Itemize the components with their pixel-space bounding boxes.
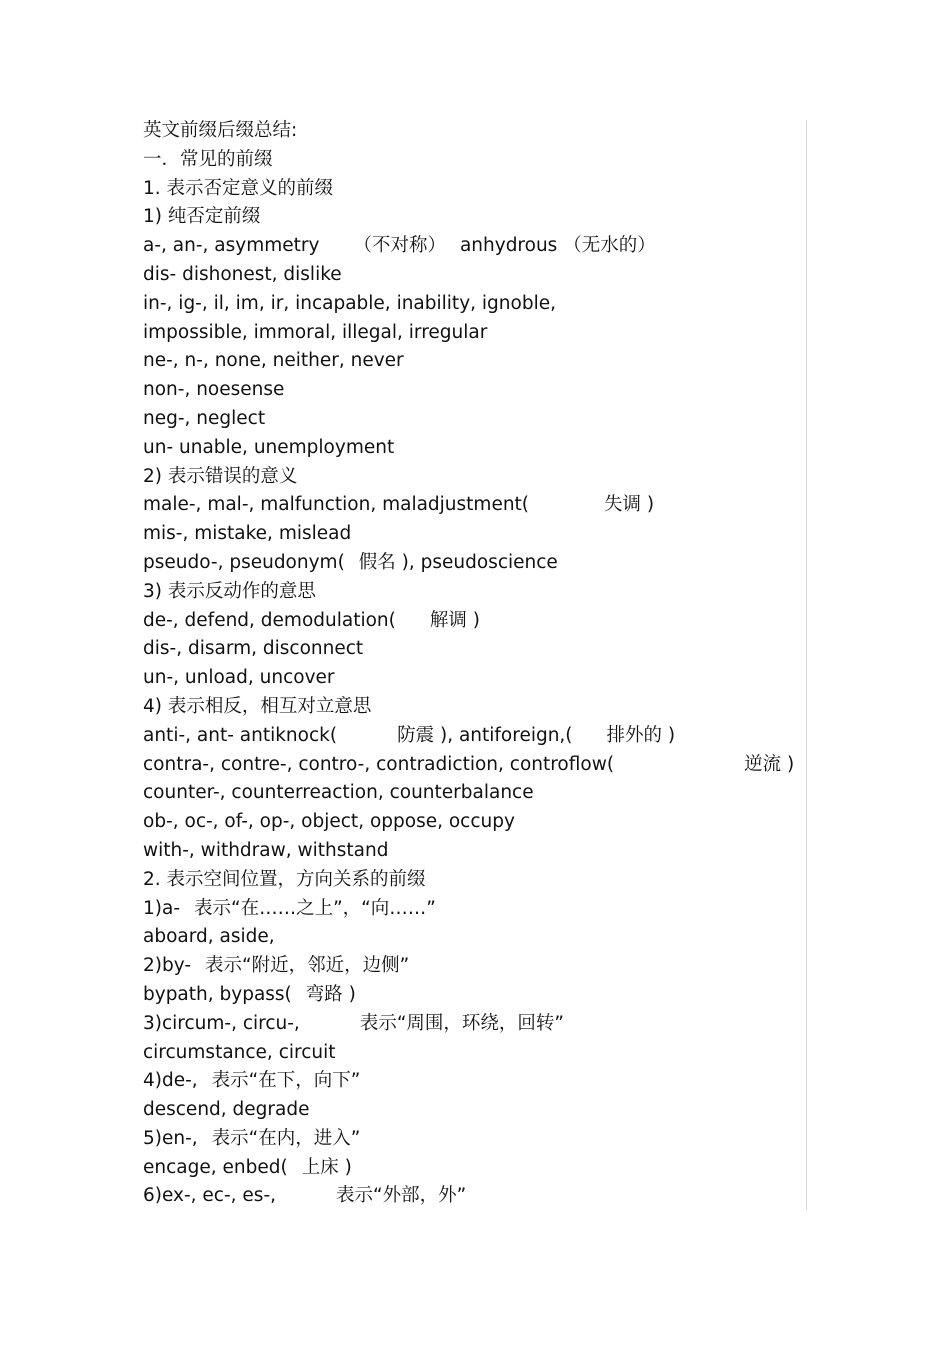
text-run: 表示“附近，邻近，边侧” — [205, 955, 410, 977]
text-line — [143, 520, 803, 549]
text-line — [143, 952, 803, 981]
text-run: pseudo-, pseudonym( — [143, 551, 345, 573]
text-run: 表示“周围，环绕，回转” — [359, 1012, 564, 1034]
text-line — [143, 491, 803, 520]
text-run: un- unable, unemployment — [143, 436, 395, 458]
text-run: ob-, oc-, of-, op-, object, oppose, occupy — [143, 811, 515, 833]
text-run: 表示“在内，进入” — [211, 1127, 361, 1149]
text-run: mis-, mistake, mislead — [143, 523, 352, 545]
document-body — [143, 117, 803, 1211]
text-run: 防震 ), antiforeign,( — [397, 724, 573, 746]
text-line — [143, 607, 803, 636]
text-line — [143, 837, 803, 866]
text-run: anhydrous （无水的） — [459, 235, 656, 257]
text-run: 英文前缀后缀总结: — [143, 120, 298, 141]
text-run: 6)ex-, ec-, es-, — [143, 1185, 276, 1207]
text-run: 2) 表示错误的意义 — [143, 465, 298, 487]
text-line — [143, 923, 803, 952]
text-line — [143, 751, 803, 780]
text-run: non-, noesense — [143, 379, 285, 401]
text-run: descend, degrade — [143, 1099, 310, 1121]
text-run: 4) 表示相反，相互对立意思 — [143, 695, 372, 717]
section-heading — [143, 146, 803, 175]
text-run: 1)a- — [143, 897, 180, 919]
text-run: 2. 表示空间位置，方向关系的前缀 — [143, 868, 426, 890]
text-run: de-, defend, demodulation( — [143, 609, 396, 631]
text-line — [143, 290, 803, 319]
text-run: 3) 表示反动作的意思 — [143, 580, 316, 602]
text-line — [143, 1096, 803, 1125]
text-line — [143, 319, 803, 348]
text-line — [143, 779, 803, 808]
text-line — [143, 1067, 803, 1096]
text-run: 表示“在下，向下” — [211, 1070, 361, 1092]
text-run: dis-, disarm, disconnect — [143, 638, 364, 660]
text-run: anti-, ant- antiknock( — [143, 724, 338, 746]
text-run: counter-, counterreaction, counterbalance — [143, 782, 534, 804]
text-run: contra-, contre-, contro-, contradiction, controflow( — [143, 753, 615, 775]
text-run: 一．常见的前缀 — [143, 148, 273, 170]
heading-title — [143, 117, 803, 146]
text-run: 逆流 ) — [744, 753, 795, 775]
text-line — [143, 1039, 803, 1068]
text-run: 3)circum-, circu-, — [143, 1012, 300, 1034]
text-line — [143, 1182, 803, 1211]
text-run: un-, unload, uncover — [143, 667, 335, 689]
text-line — [143, 981, 803, 1010]
text-run: in-, ig-, il, im, ir, incapable, inability, ignoble, — [143, 292, 556, 314]
text-run: 上床 ) — [301, 1156, 352, 1178]
text-run: impossible, immoral, illegal, irregular — [143, 321, 488, 343]
text-line — [143, 1125, 803, 1154]
subsection-heading — [143, 866, 803, 895]
margin-rule — [806, 120, 807, 1210]
text-run: 4)de-, — [143, 1070, 198, 1092]
text-run: neg-, neglect — [143, 407, 266, 429]
text-run: 失调 ) — [604, 494, 655, 516]
text-run: 2)by- — [143, 955, 192, 977]
text-run: 解调 ) — [429, 609, 480, 631]
text-line — [143, 434, 803, 463]
subsection-heading — [143, 578, 803, 607]
text-run: 假名 ), pseudoscience — [358, 551, 558, 573]
text-line — [143, 232, 803, 261]
text-run: dis- dishonest, dislike — [143, 263, 342, 285]
text-run: male-, mal-, malfunction, maladjustment( — [143, 494, 530, 516]
text-line — [143, 895, 803, 924]
text-run: circumstance, circuit — [143, 1041, 336, 1063]
text-run: bypath, bypass( — [143, 983, 292, 1005]
text-run: 5)en-, — [143, 1127, 198, 1149]
subsection-heading — [143, 175, 803, 204]
text-run: with-, withdraw, withstand — [143, 839, 389, 861]
subsection-heading — [143, 693, 803, 722]
text-line — [143, 1010, 803, 1039]
text-run: 表示“在……之上”，“向……” — [194, 897, 436, 919]
text-line — [143, 347, 803, 376]
text-line — [143, 664, 803, 693]
text-run: （不对称） — [353, 235, 446, 257]
text-line — [143, 549, 803, 578]
text-line — [143, 261, 803, 290]
text-run: aboard, aside, — [143, 926, 275, 948]
text-run: 1) 纯否定前缀 — [143, 206, 261, 228]
text-run: encage, enbed( — [143, 1156, 288, 1178]
subsection-heading — [143, 203, 803, 232]
text-line — [143, 635, 803, 664]
text-line — [143, 376, 803, 405]
text-run: a-, an-, asymmetry — [143, 235, 320, 257]
text-run: 排外的 ) — [606, 724, 676, 746]
text-run: ne-, n-, none, neither, never — [143, 350, 404, 372]
subsection-heading — [143, 463, 803, 492]
text-line — [143, 405, 803, 434]
text-line — [143, 1154, 803, 1183]
text-run: 1. 表示否定意义的前缀 — [143, 177, 334, 199]
text-run: 表示“外部，外” — [336, 1185, 467, 1207]
text-run: 弯路 ) — [305, 983, 356, 1005]
text-line — [143, 808, 803, 837]
text-line — [143, 722, 803, 751]
